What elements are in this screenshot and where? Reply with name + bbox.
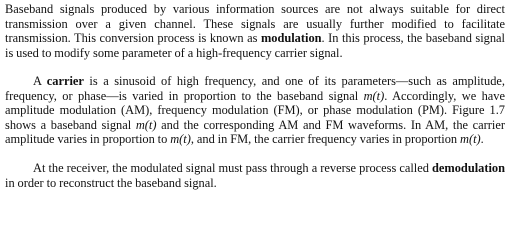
term-modulation: modulation	[260, 31, 322, 46]
text-segment: in order to reconstruct the baseband signal.	[5, 175, 217, 190]
term-demodulation: demodulation	[432, 161, 505, 175]
math-m-of-t: m(t)	[135, 117, 157, 132]
paragraph-modulation-intro	[5, 2, 505, 60]
paragraph-carrier	[5, 74, 505, 147]
text-segment: Baseband signals produced by various information sources are not always suitable for direct transmission over a given channel. These signals are usually further modified to facilitate transmission. This conversion process is known as	[5, 2, 505, 46]
math-m-of-t: m(t)	[460, 132, 481, 147]
text-segment: , and in FM, the carrier frequency varies in proportion	[190, 132, 461, 147]
term-carrier: carrier	[46, 74, 84, 88]
text-segment: and the corresponding AM and FM waveforms. In AM, the carrier amplitude varies in proportion to	[5, 117, 505, 147]
text-segment: . In this process, the baseband signal is used to modify some parameter of a high-frequency carrier signal.	[5, 31, 505, 60]
text-segment: .	[480, 132, 484, 147]
math-m-of-t: m(t)	[170, 132, 191, 147]
text-segment: . Accordingly, we have amplitude modulation (AM), frequency modulation (FM), or phase modulation (PM). Figure 1.7 shows a baseband signal	[5, 88, 506, 132]
text-segment: At the receiver, the modulated signal must pass through a reverse process called	[33, 161, 433, 175]
text-segment: A	[33, 74, 47, 88]
paragraph-demodulation	[5, 161, 505, 190]
text-segment: is a sinusoid of high frequency, and one of its parameters—such as amplitude, frequency, or phase—is varied in proportion to the baseband signal	[5, 74, 505, 103]
math-m-of-t: m(t)	[363, 88, 385, 103]
